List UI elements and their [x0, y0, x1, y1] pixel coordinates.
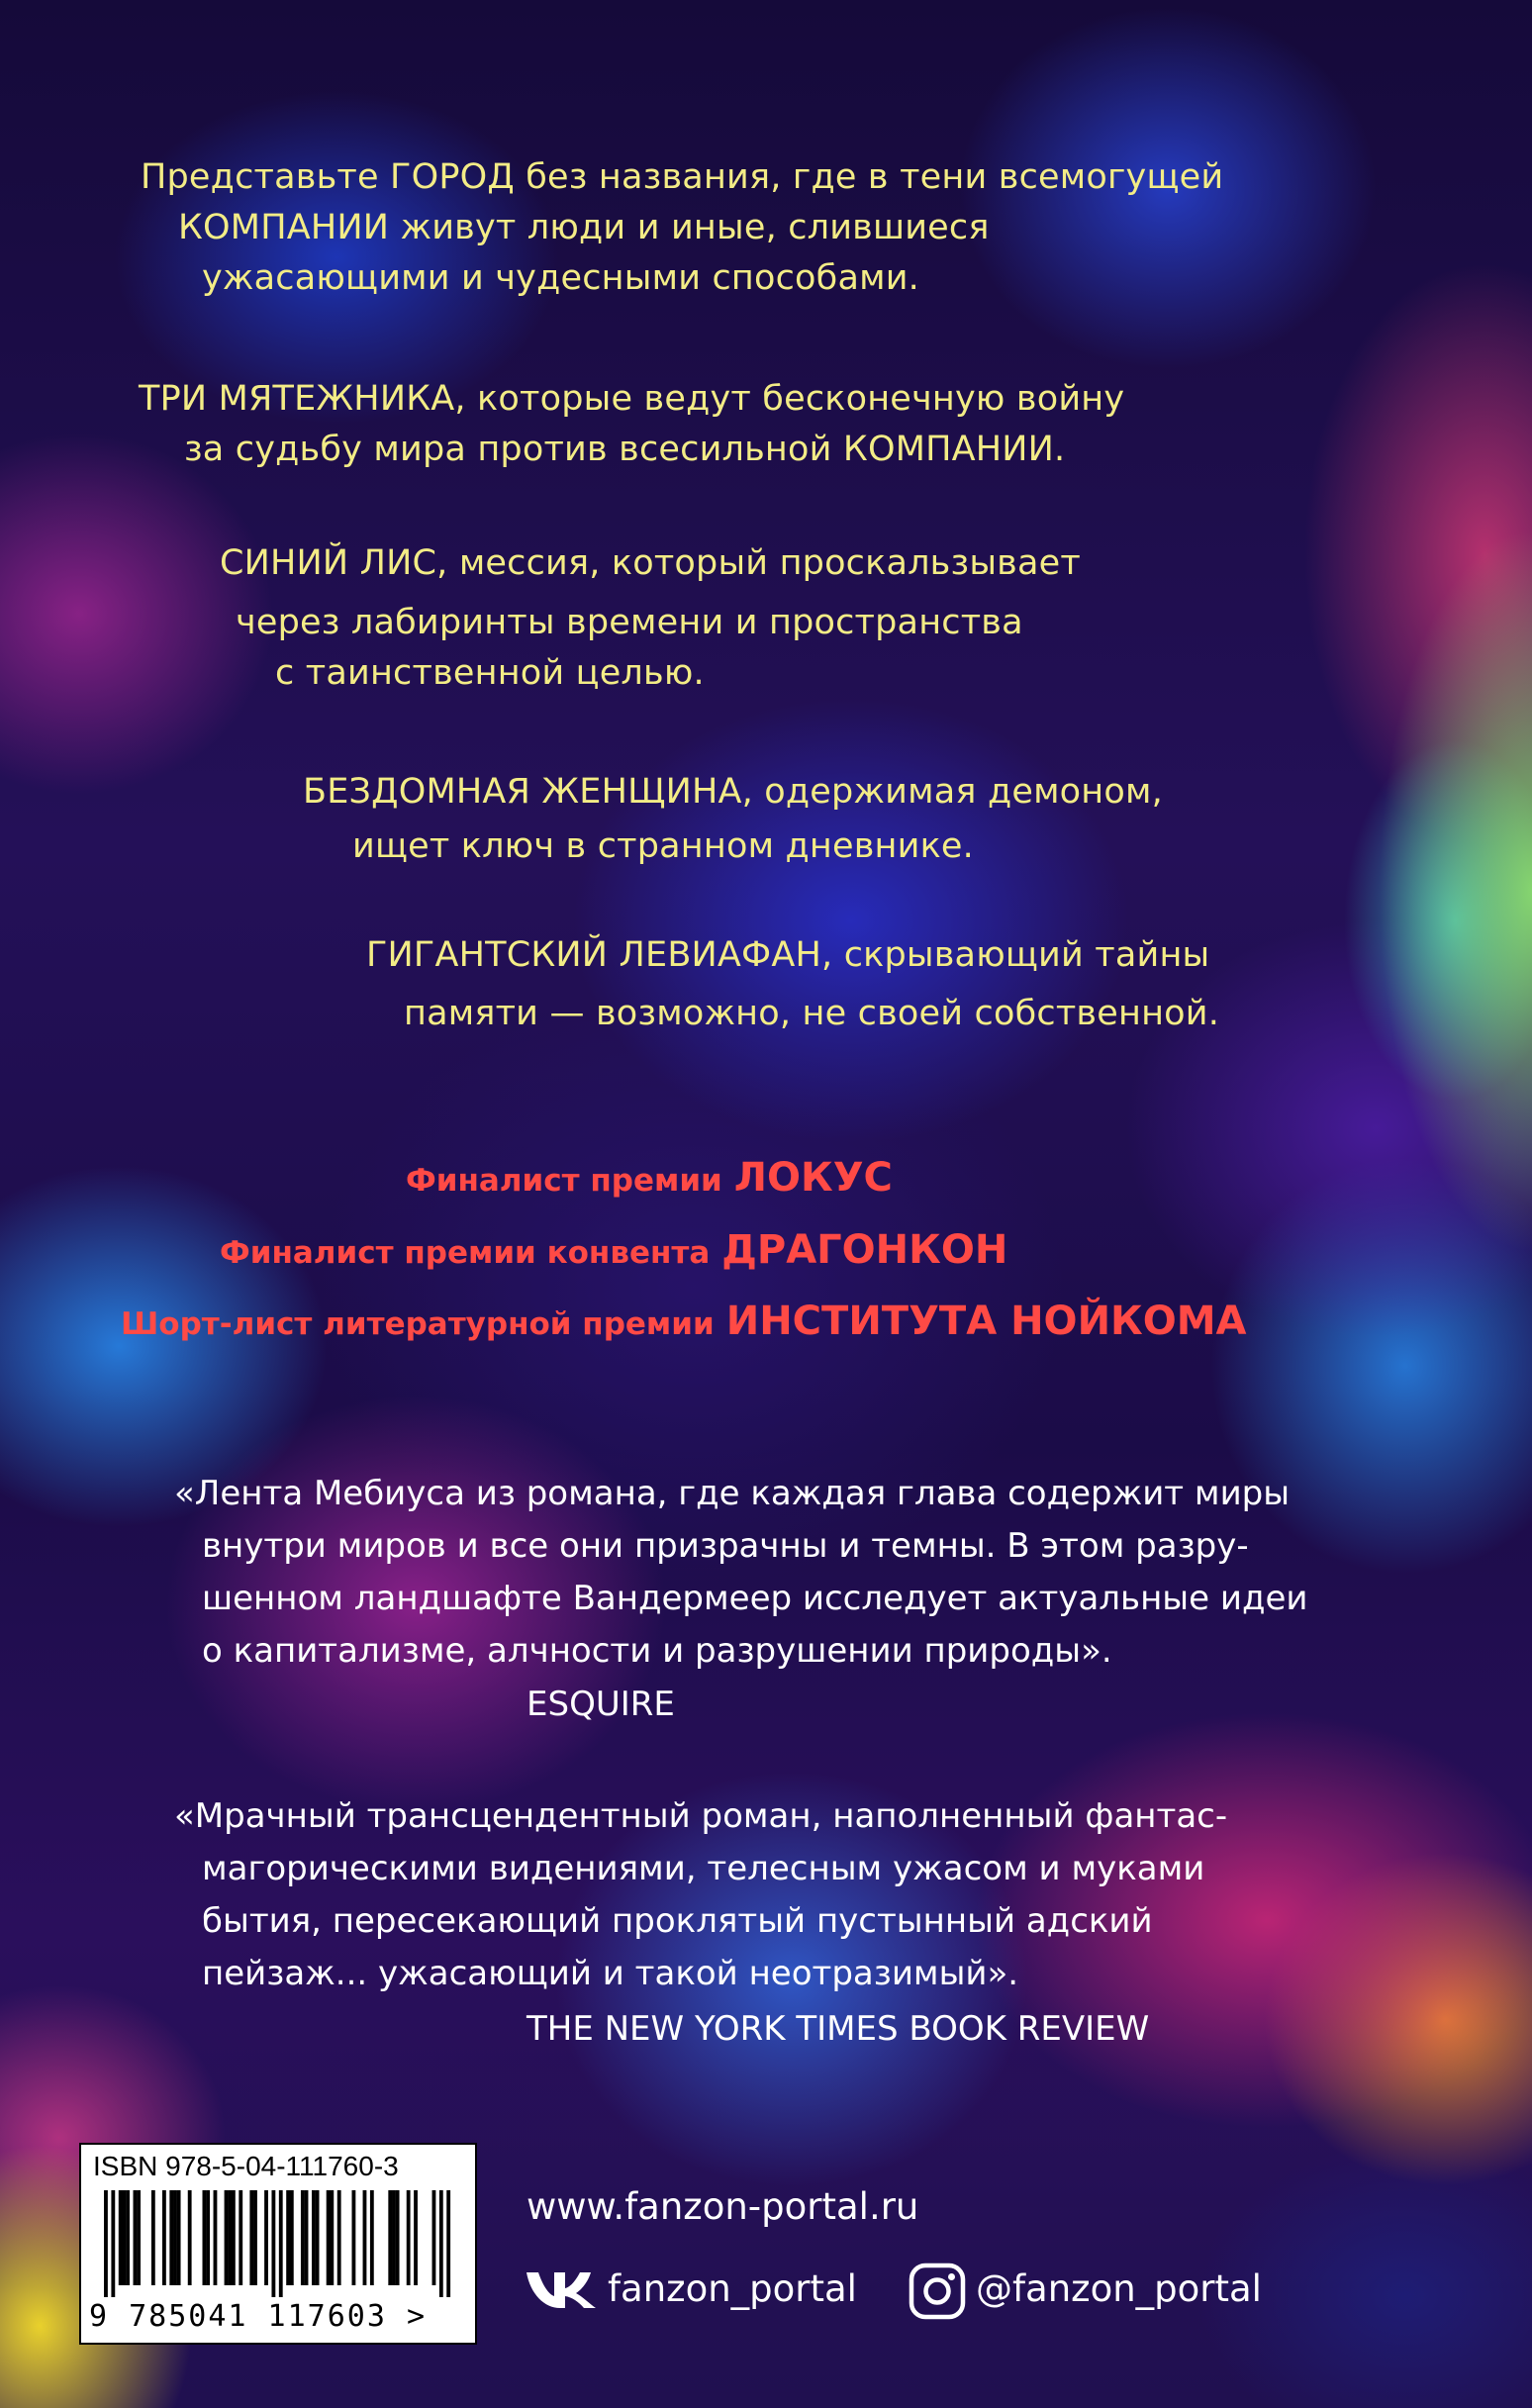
award-locus: [406, 1155, 893, 1201]
barcode-bar: [327, 2190, 331, 2285]
blurb-line: ТРИ МЯТЕЖНИКА, которые ведут бесконечную войну: [139, 379, 1125, 419]
barcode-bar: [446, 2190, 450, 2297]
review-quote-nyt: [174, 1793, 1227, 1997]
isbn-barcode: [79, 2143, 477, 2345]
barcode-digits: 9 785041 117603 >: [89, 2299, 428, 2334]
blurb-line: через лабиринты времени и пространства: [236, 603, 1023, 642]
barcode-bar: [134, 2190, 138, 2285]
barcode-bar: [271, 2190, 275, 2297]
website-link[interactable]: www.fanzon-portal.ru: [527, 2185, 919, 2228]
barcode-bar: [119, 2190, 123, 2285]
barcode-bar: [126, 2190, 130, 2285]
barcode-bar: [137, 2190, 141, 2285]
barcode-bars: [93, 2190, 461, 2297]
barcode-bar: [388, 2190, 392, 2285]
quote-line: «Мрачный трансцендентный роман, наполненный фантас-: [174, 1796, 1228, 1836]
barcode-bar: [279, 2190, 283, 2297]
barcode-bar: [225, 2190, 229, 2285]
quote-line: о капитализме, алчности и разрушении природы».: [202, 1631, 1112, 1671]
blurb-line: за судьбу мира против всесильной КОМПАНИИ.: [184, 430, 1066, 469]
barcode-bar: [177, 2190, 181, 2285]
barcode-bar: [151, 2190, 155, 2285]
blurb-homeless-woman: [303, 767, 1163, 872]
isbn-label: ISBN 978-5-04-111760-3: [93, 2151, 399, 2181]
blurb-line: с таинственной целью.: [275, 653, 705, 693]
barcode-bar: [239, 2190, 242, 2285]
award-prefix: Финалист премии конвента: [220, 1235, 711, 1271]
barcode-bar: [169, 2190, 173, 2285]
barcode-bar: [286, 2190, 290, 2285]
award-dragoncon: [220, 1227, 1008, 1273]
blurb-line: ищет ключ в странном дневнике.: [352, 826, 974, 866]
barcode-bar: [188, 2190, 192, 2285]
barcode-bar: [432, 2190, 436, 2285]
award-prefix: Шорт-лист литературной премии: [121, 1306, 715, 1342]
barcode-bar: [264, 2190, 268, 2285]
barcode-bar: [352, 2190, 356, 2285]
award-neukom: [121, 1301, 1247, 1344]
instagram-handle[interactable]: @fanzon_portal: [976, 2267, 1262, 2310]
blurb-line: БЕЗДОМНАЯ ЖЕНЩИНА, одержимая демоном,: [303, 772, 1163, 812]
barcode-bar: [305, 2190, 309, 2285]
barcode-bar: [122, 2190, 126, 2285]
vk-handle[interactable]: fanzon_portal: [608, 2267, 857, 2310]
award-name: ИНСТИТУТА НОЙКОМА: [725, 1299, 1247, 1344]
barcode-bar: [214, 2190, 218, 2285]
blurb-line: КОМПАНИИ живут люди и иные, слившиеся: [178, 208, 990, 247]
barcode-bar: [249, 2190, 253, 2285]
review-quote-esquire: [174, 1471, 1307, 1675]
blurb-line: памяти — возможно, не своей собственной.: [404, 994, 1220, 1033]
award-name: ДРАГОНКОН: [721, 1227, 1008, 1273]
instagram-icon[interactable]: [909, 2263, 966, 2320]
barcode-bar: [414, 2190, 418, 2285]
blurb-line: Представьте ГОРОД без названия, где в тени всемогущей: [141, 157, 1224, 197]
blurb-line: СИНИЙ ЛИС, мессия, который проскальзывает: [220, 543, 1081, 583]
barcode-bar: [407, 2190, 411, 2285]
barcode-bar: [316, 2190, 320, 2285]
quote-line: пейзаж... ужасающий и такой неотразимый».: [202, 1954, 1019, 1993]
barcode-bar: [290, 2190, 294, 2285]
quote-line: магорическими видениями, телесным ужасом и муками: [202, 1849, 1205, 1888]
barcode-bar: [392, 2190, 396, 2285]
quote-line: бытия, пересекающий проклятый пустынный адский: [202, 1901, 1153, 1941]
barcode-bar: [162, 2190, 166, 2285]
barcode-bar: [396, 2190, 400, 2285]
barcode-bar: [301, 2190, 305, 2285]
quote-source-nyt: THE NEW YORK TIMES BOOK REVIEW: [527, 2009, 1150, 2049]
vk-logo-icon[interactable]: [525, 2266, 598, 2310]
quote-source-esquire: ESQUIRE: [527, 1685, 675, 1724]
blurb-city: [141, 152, 1223, 304]
barcode-bar: [228, 2190, 232, 2285]
quote-line: внутри миров и все они призрачны и темны. В этом разру-: [202, 1526, 1249, 1566]
barcode-bar: [203, 2190, 207, 2285]
barcode-bar: [337, 2190, 341, 2285]
barcode-bar: [206, 2190, 210, 2285]
blurb-rebels: [139, 374, 1124, 475]
barcode-bar: [104, 2190, 108, 2297]
quote-line: «Лента Мебиуса из романа, где каждая глава содержит миры: [174, 1474, 1291, 1513]
barcode-bar: [370, 2190, 374, 2285]
award-prefix: Финалист премии: [406, 1163, 722, 1199]
barcode-bar: [439, 2190, 443, 2297]
blurb-blue-fox: [220, 538, 1081, 699]
blurb-leviathan: [366, 930, 1219, 1039]
blurb-line: ГИГАНТСКИЙ ЛЕВИАФАН, скрывающий тайны: [366, 935, 1210, 975]
barcode-bar: [232, 2190, 236, 2285]
barcode-bar: [312, 2190, 316, 2285]
barcode-bar: [330, 2190, 334, 2285]
quote-line: шенном ландшафте Вандермеер исследует актуальные идеи: [202, 1579, 1308, 1618]
barcode-bar: [111, 2190, 115, 2297]
barcode-bar: [363, 2190, 367, 2285]
barcode-bar: [173, 2190, 177, 2285]
barcode-bar: [253, 2190, 257, 2285]
award-name: ЛОКУС: [733, 1155, 893, 1201]
blurb-line: ужасающими и чудесными способами.: [202, 258, 919, 298]
